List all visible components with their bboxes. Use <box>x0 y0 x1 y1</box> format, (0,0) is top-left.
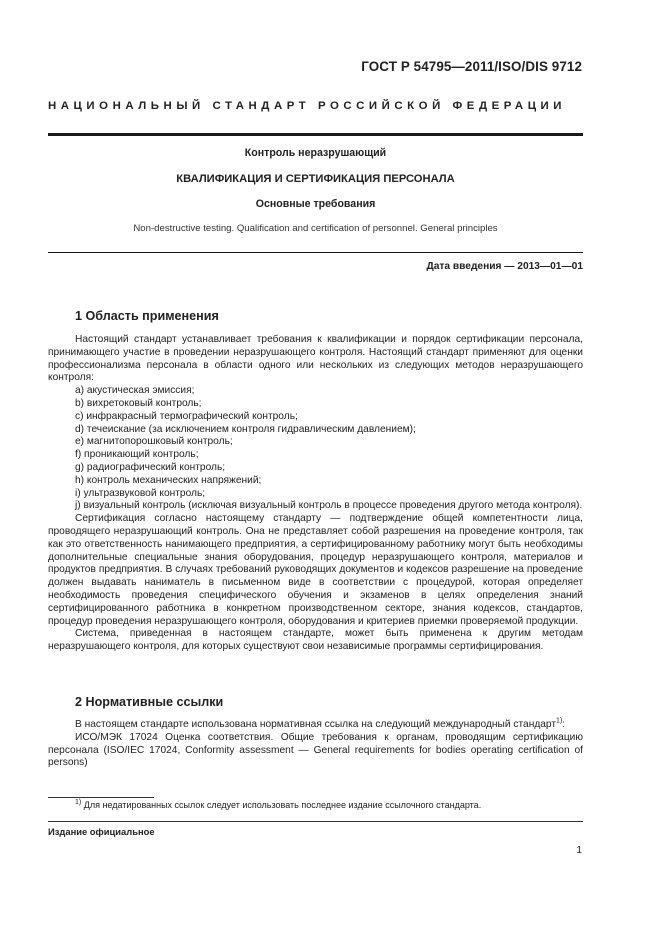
list-item: f) проникающий контроль; <box>75 449 199 461</box>
edition-label: Издание официальное <box>48 826 155 837</box>
document-title: КВАЛИФИКАЦИЯ И СЕРТИФИКАЦИЯ ПЕРСОНАЛА <box>176 173 455 185</box>
header-divider <box>48 133 583 136</box>
section-1-paragraph-3: Система, приведенная в настоящем стандарте, может быть применена к другим методам неразрушающего контроля, для которых существуют свои независимые программы сертифицирования. <box>48 628 583 653</box>
list-item: g) радиографический контроль; <box>75 461 226 473</box>
document-subtitle: Контроль неразрушающий <box>244 147 387 159</box>
national-standard-banner: НАЦИОНАЛЬНЫЙ СТАНДАРТ РОССИЙСКОЙ ФЕДЕРАЦИИ <box>48 100 567 112</box>
section-1-body <box>48 334 583 654</box>
methods-list <box>48 385 583 513</box>
section-2-heading: 2 Нормативные ссылки <box>75 695 224 709</box>
document-subtitle-2: Основные требования <box>255 198 376 210</box>
list-item: e) магнитопорошковый контроль; <box>75 436 233 448</box>
list-item: b) вихретоковый контроль; <box>75 397 202 409</box>
page-number: 1 <box>576 845 582 856</box>
normative-reference: ИСО/МЭК 17024 Оценка соответствия. Общие требования к органам, проводящим сертификацию персонала (ISO/IEC 17024, Conformity assessment — General requirements for bodies operating certification of persons) <box>48 731 583 769</box>
list-item: i) ультразвуковой контроль; <box>75 487 206 499</box>
document-title-english: Non-destructive testing. Qualification and certification of personnel. General principles <box>133 223 498 234</box>
document-code: ГОСТ Р 54795—2011/ISO/DIS 9712 <box>361 59 582 74</box>
footer-divider <box>48 821 583 822</box>
list-item: d) течеискание (за исключением контроля гидравлическим давлением); <box>75 423 416 435</box>
list-item: j) визуальный контроль (исключая визуальный контроль в процессе проведения другого метода контроля). <box>75 500 583 512</box>
title-divider <box>48 252 583 253</box>
effective-date: Дата введения — 2013—01—01 <box>426 261 583 272</box>
section-2-intro: В настоящем стандарте использована нормативная ссылка на следующий международный стандарт$^{1)}$: <box>75 717 566 730</box>
list-item: a) акустическая эмиссия; <box>75 385 195 397</box>
section-1-paragraph-2: Сертификация согласно настоящему стандарту — подтверждение общей компетентности лица, проводящего неразрушающий контроль. Она не представляет собой разрешения на проведение контроля, так как это ответственность нанимающего предприятия, а сертифицированному работнику могут быть необходимы дополнительные специальные знания оборудования, процедур неразрушающего контроля, материалов и продуктов предприятия. В случаях требований руководящих документов и кодексов разрешение на проведение должен выдавать наниматель в письменном виде в соответствии с процедурой, которая определяет необходимость проведения специфического обучения и экзаменов в целях определения знаний сертифицированного работника в конкретном производственном секторе, знания кодексов, стандартов, процедур проведения неразрушающего контроля, оборудования и критериев приемки проверяемой продукции. <box>48 513 583 627</box>
list-item: h) контроль механических напряжений; <box>75 474 262 486</box>
footnote: $^{1)}$ Для недатированных ссылок следует использовать последнее издание ссылочного стандарта. <box>75 799 482 810</box>
footnote-reference: 1) <box>556 717 563 725</box>
footnote-mark: 1) <box>75 799 82 806</box>
list-item: c) инфракрасный термографический контроль; <box>75 410 298 422</box>
section-2-body <box>48 719 583 770</box>
footnote-divider <box>48 797 154 798</box>
section-1-heading: 1 Область применения <box>75 309 219 323</box>
section-1-intro: Настоящий стандарт устанавливает требования к квалификации и порядок сертификации персонала, принимающего участие в проведении неразрушающего контроля. Настоящий стандарт применяют для оценки профессионализма персонала в области одного или нескольких из следующих методов неразрушающего контроля: <box>48 334 583 384</box>
